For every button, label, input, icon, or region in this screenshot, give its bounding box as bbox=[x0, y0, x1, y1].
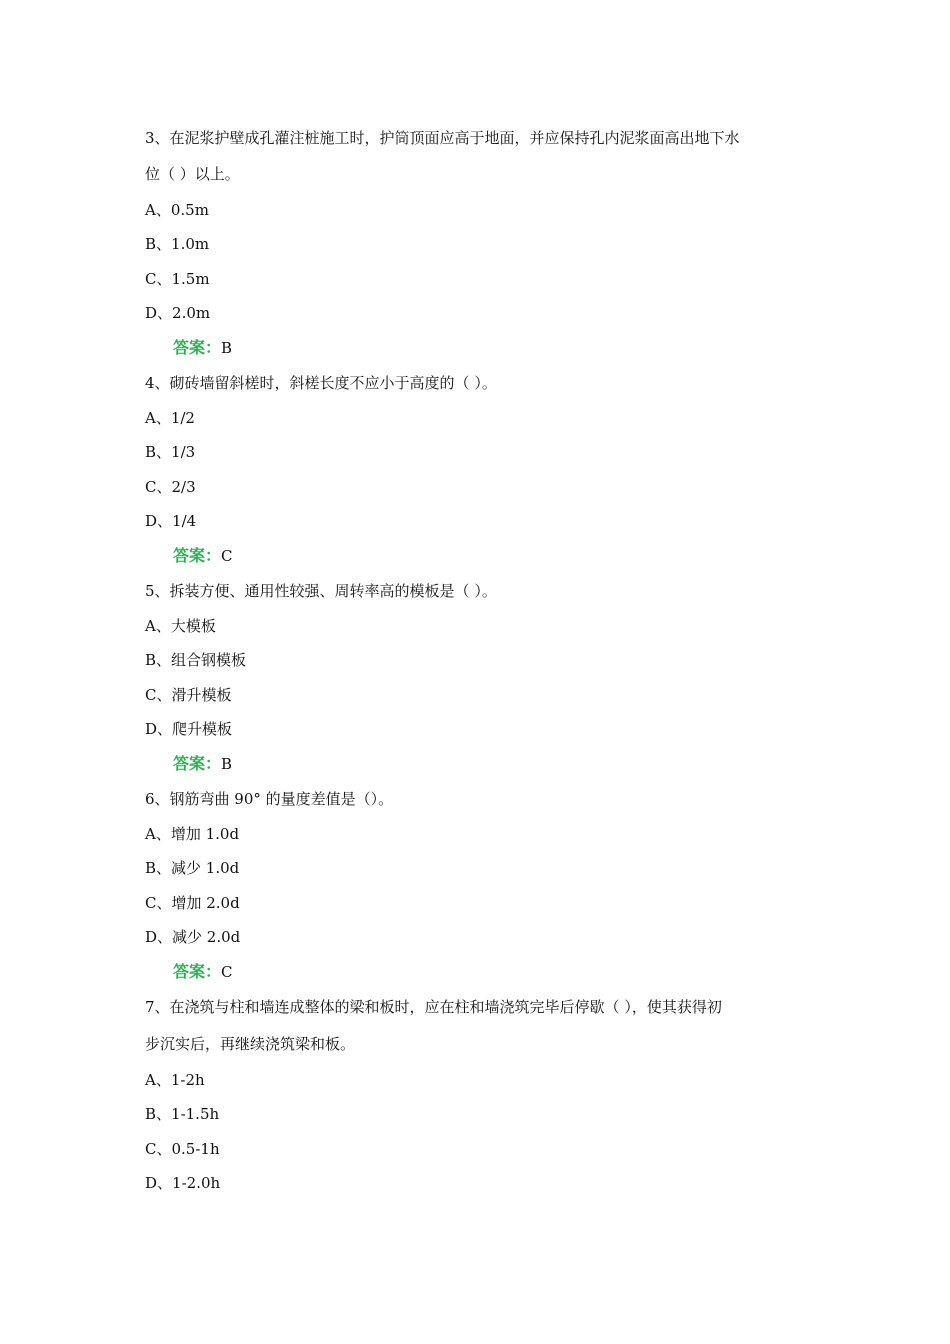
question-3-option-d: D、2.0m bbox=[145, 304, 211, 322]
question-3-option-a: A、0.5m bbox=[145, 201, 209, 219]
answer-label: 答案： bbox=[173, 338, 222, 357]
question-7-option-b: B、1-1.5h bbox=[145, 1105, 220, 1123]
question-4-option-c: C、2/3 bbox=[145, 478, 196, 496]
question-6-option-b: B、减少 1.0d bbox=[145, 859, 240, 877]
question-5-option-d: D、爬升模板 bbox=[145, 720, 233, 738]
question-7-line-1: 7、在浇筑与柱和墙连成整体的梁和板时，应在柱和墙浇筑完毕后停歇（ ），使其获得初 bbox=[145, 998, 722, 1016]
answer-value: C bbox=[221, 963, 233, 981]
answer-label: 答案： bbox=[173, 962, 222, 981]
question-3-line-1: 3、在泥浆护壁成孔灌注桩施工时，护筒顶面应高于地面，并应保持孔内泥浆面高出地下水 bbox=[145, 129, 740, 147]
question-6-option-a: A、增加 1.0d bbox=[145, 825, 240, 843]
answer-label: 答案： bbox=[173, 754, 222, 773]
question-3-answer bbox=[173, 338, 232, 358]
question-4-option-d: D、1/4 bbox=[145, 512, 197, 530]
question-5-option-b: B、组合钢模板 bbox=[145, 651, 247, 669]
answer-label: 答案： bbox=[173, 546, 222, 565]
question-3-line-2: 位（ ）以上。 bbox=[145, 165, 240, 183]
question-4-option-a: A、1/2 bbox=[145, 409, 195, 427]
answer-value: C bbox=[221, 547, 233, 565]
question-4-answer bbox=[173, 546, 233, 566]
question-7-line-2: 步沉实后，再继续浇筑梁和板。 bbox=[145, 1035, 356, 1053]
question-3-option-c: C、1.5m bbox=[145, 270, 210, 288]
question-4-option-b: B、1/3 bbox=[145, 443, 196, 461]
question-6-line-1: 6、钢筋弯曲 90° 的量度差值是（）。 bbox=[145, 790, 394, 808]
question-5-answer bbox=[173, 754, 232, 774]
question-5-option-a: A、大模板 bbox=[145, 617, 216, 635]
question-5-option-c: C、滑升模板 bbox=[145, 686, 232, 704]
answer-value: B bbox=[221, 755, 233, 773]
question-7-option-a: A、1-2h bbox=[145, 1071, 205, 1089]
question-3-option-b: B、1.0m bbox=[145, 235, 210, 253]
answer-value: B bbox=[221, 339, 233, 357]
question-4-line-1: 4、砌砖墙留斜槎时，斜槎长度不应小于高度的（ ）。 bbox=[145, 374, 497, 392]
question-6-answer bbox=[173, 962, 233, 982]
question-7-option-c: C、0.5-1h bbox=[145, 1140, 220, 1158]
question-7-option-d: D、1-2.0h bbox=[145, 1174, 221, 1192]
question-6-option-c: C、增加 2.0d bbox=[145, 894, 240, 912]
question-5-line-1: 5、拆装方便、通用性较强、周转率高的模板是（ ）。 bbox=[145, 582, 497, 600]
question-6-option-d: D、减少 2.0d bbox=[145, 928, 241, 946]
